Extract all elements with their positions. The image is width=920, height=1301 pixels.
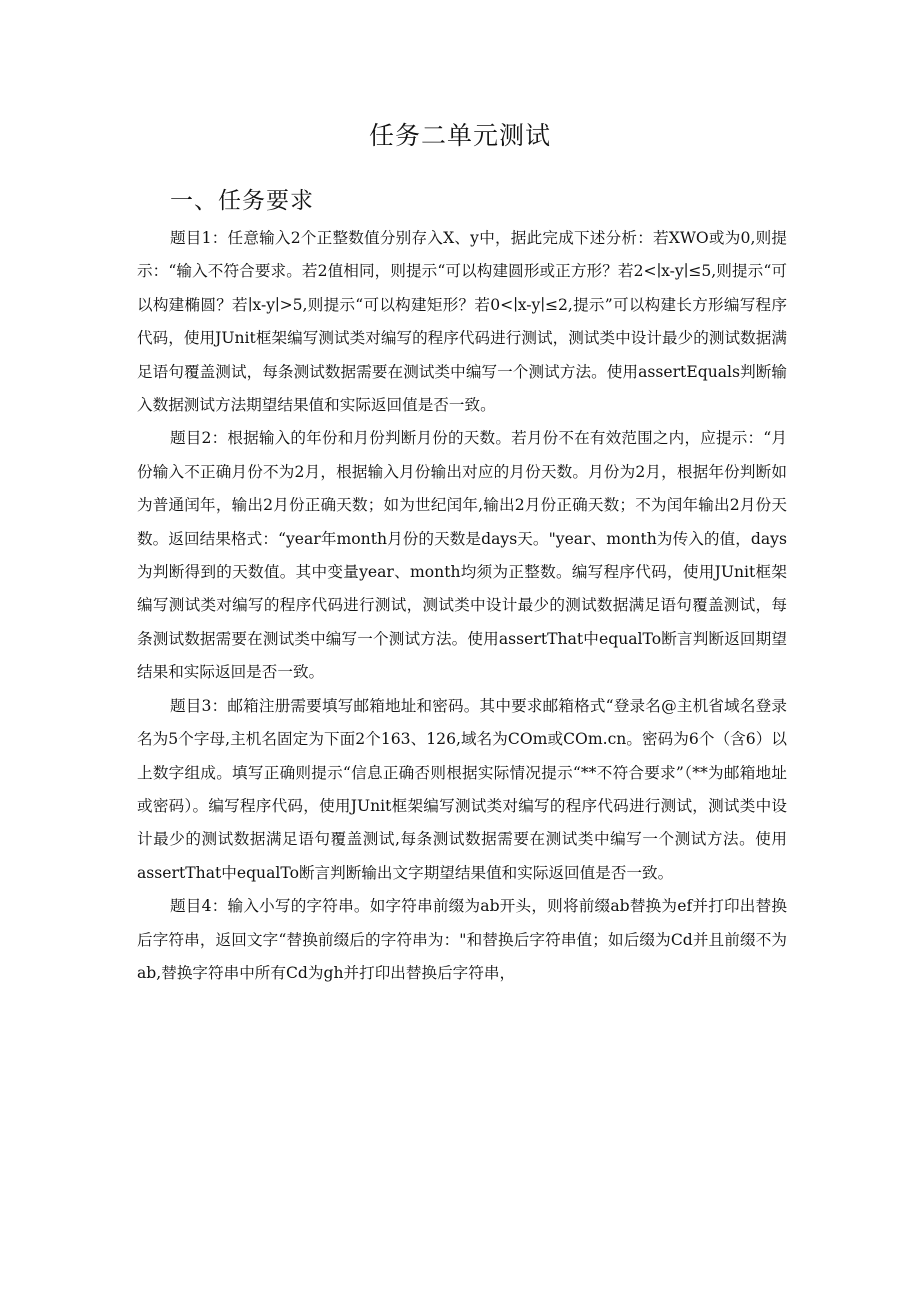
paragraph-task-2: 题目2：根据输入的年份和月份判断月份的天数。若月份不在有效范围之内，应提示：“月份输入不正确月份不为2月，根据输入月份输出对应的月份天数。月份为2月，根据年份判断如为普通闰年，输出2月份正确天数；如为世纪闰年,输出2月份正确天数；不为闰年输出2月份天数。返回结果格式：“year年month月份的天数是days天。"year、month为传入的值，days为判断得到的天数值。其中变量year、month均须为正整数。编写程序代码，使用JUnit框架编写测试类对编写的程序代码进行测试，测试类中设计最少的测试数据满足语句覆盖测试，每条测试数据需要在测试类中编写一个测试方法。使用assertThat中equalTo断言判断返回期望结果和实际返回是否一致。 xyxy=(137,429,787,682)
document-body xyxy=(137,222,787,990)
paragraph-task-3: 题目3：邮箱注册需要填写邮箱地址和密码。其中要求邮箱格式“登录名@主机省域名登录名为5个字母,主机名固定为下面2个163、126,域名为COm或COm.cn。密码为6个（含6）以上数字组成。填写正确则提示“信息正确否则根据实际情况提示“**不符合要求”（**为邮箱地址或密码）。编写程序代码，使用JUnit框架编写测试类对编写的程序代码进行测试，测试类中设计最少的测试数据满足语句覆盖测试,每条测试数据需要在测试类中编写一个测试方法。使用assertThat中equalTo断言判断输出文字期望结果值和实际返回值是否一致。 xyxy=(137,696,787,882)
paragraph-task-1: 题目1：任意输入2个正整数值分别存入X、y中，据此完成下述分析：若XWO或为0,则提示：“输入不符合要求。若2值相同，则提示“可以构建圆形或正方形？若2<∣x-y∣≤5,则提示“可以构建椭圆？若∣x-y∣>5,则提示“可以构建矩形？若0<∣x-y∣≤2,提示”可以构建长方形编写程序代码，使用JUnit框架编写测试类对编写的程序代码进行测试，测试类中设计最少的测试数据满足语句覆盖测试，每条测试数据需要在测试类中编写一个测试方法。使用assertEquals判断输入数据测试方法期望结果值和实际返回值是否一致。 xyxy=(137,229,787,415)
paragraph-task-4: 题目4：输入小写的字符串。如字符串前缀为ab开头，则将前缀ab替换为ef并打印出替换后字符串，返回文字“替换前缀后的字符串为："和替换后字符串值；如后缀为Cd并且前缀不为ab,替换字符串中所有Cd为gh并打印出替换后字符串， xyxy=(137,897,787,982)
document-title: 任务二单元测试 xyxy=(368,121,551,150)
section-heading: 一、任务要求 xyxy=(170,188,314,214)
